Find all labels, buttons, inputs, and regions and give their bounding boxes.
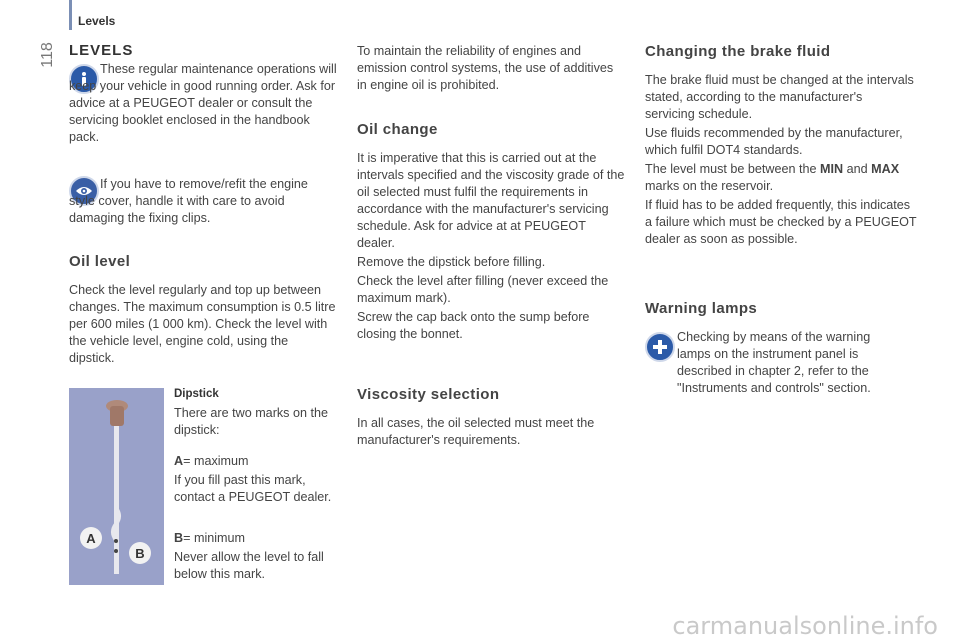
dipstick-a-text: = maximum xyxy=(183,454,249,468)
oil-change-p1: It is imperative that this is carried out at the intervals specified and the viscosity grade of the oil selected must fulfil the requirements in accordance with the manufacturer's servicing schedule. Ask for advice at at PEUGEOT dealer. xyxy=(357,151,625,250)
dipstick-a-letter: A xyxy=(174,454,184,468)
viscosity-heading: Viscosity selection xyxy=(357,386,500,403)
oil-level-heading: Oil level xyxy=(69,253,131,270)
brake-p3-pre: The level must be between the xyxy=(645,162,821,176)
levels-heading: LEVELS xyxy=(69,42,134,59)
dipstick-b-text: = minimum xyxy=(183,531,246,545)
warning-lamps-heading: Warning lamps xyxy=(645,300,758,317)
brake-min: MIN xyxy=(820,162,844,176)
watermark: carmanualsonline.info xyxy=(672,612,938,640)
brake-fluid-heading: Changing the brake fluid xyxy=(645,43,831,60)
brake-p1: The brake fluid must be changed at the intervals stated, according to the manufacturer's servicing schedule. xyxy=(645,73,914,121)
dipstick-b xyxy=(174,530,334,547)
viscosity-text: In all cases, the oil selected must meet the manufacturer's requirements. xyxy=(357,416,595,447)
brake-p3 xyxy=(645,161,915,195)
section-title: Levels xyxy=(78,14,116,28)
header-accent-bar xyxy=(69,0,72,30)
cover-note: If you have to remove/refit the engine style cover, handle it with care to avoid damaging the fixing clips. xyxy=(69,177,308,225)
dipstick-a xyxy=(174,453,334,470)
dipstick-a-note: If you fill past this mark, contact a PEUGEOT dealer. xyxy=(174,473,332,504)
additives-note: To maintain the reliability of engines and emission control systems, the use of additives in engine oil is prohibited. xyxy=(357,44,614,92)
dipstick-title: Dipstick xyxy=(174,388,219,400)
oil-change-heading: Oil change xyxy=(357,121,438,138)
dipstick-intro: There are two marks on the dipstick: xyxy=(174,406,328,437)
dipstick-b-note: Never allow the level to fall below this mark. xyxy=(174,550,324,581)
dipstick-b-letter: B xyxy=(174,531,184,545)
oil-change-p3: Check the level after filling (never exceed the maximum mark). xyxy=(357,274,609,305)
warning-lamps-text: Checking by means of the warning lamps on the instrument panel is described in chapter 2, refer to the "Instruments and controls" section. xyxy=(677,330,871,395)
oil-change-p2: Remove the dipstick before filling. xyxy=(357,255,546,269)
dipstick-label-b: B xyxy=(129,542,151,564)
page-number: 118 xyxy=(39,42,56,68)
brake-p3-post: marks on the reservoir. xyxy=(645,179,774,193)
brake-p4: If fluid has to be added frequently, this indicates a failure which must be checked by a PEUGEOT dealer as soon as possible. xyxy=(645,198,917,246)
oil-change-p4: Screw the cap back onto the sump before closing the bonnet. xyxy=(357,310,590,341)
plus-icon xyxy=(645,332,675,362)
brake-max: MAX xyxy=(871,162,900,176)
brake-p2: Use fluids recommended by the manufacturer, which fulfil DOT4 standards. xyxy=(645,126,903,157)
oil-level-text: Check the level regularly and top up between changes. The maximum consumption is 0.5 litre per 600 miles (1 000 km). Check the level with the vehicle level, engine cold, using the dipstick. xyxy=(69,283,336,365)
levels-intro: These regular maintenance operations will keep your vehicle in good running order. Ask for advice at a PEUGEOT dealer or consult the servicing booklet enclosed in the handbook pack. xyxy=(69,62,337,144)
brake-p3-mid: and xyxy=(843,162,872,176)
dipstick-label-a: A xyxy=(80,527,102,549)
